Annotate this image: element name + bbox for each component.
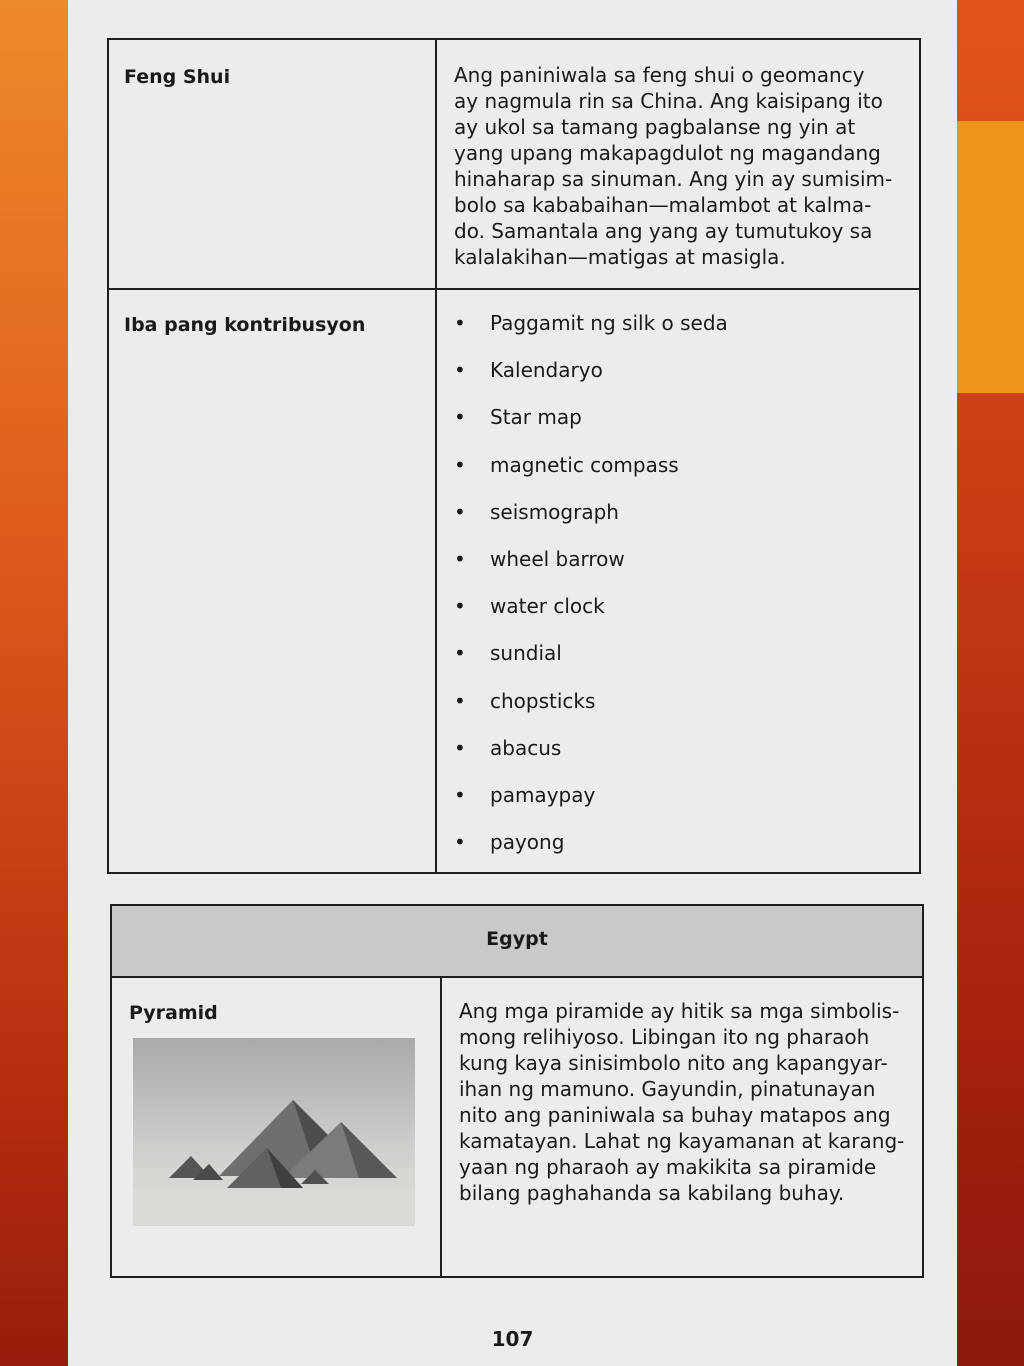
scanned-book-page — [68, 0, 957, 1366]
list-item-text: Star map — [490, 405, 582, 430]
text-line: kung kaya sinisimbolo nito ang kapangyar- — [459, 1051, 888, 1075]
bullet-icon: • — [454, 782, 466, 807]
bullet-icon: • — [454, 830, 466, 855]
bullet-icon: • — [454, 641, 466, 666]
china-contributions-table — [107, 38, 921, 874]
pyramid-photo — [133, 1038, 415, 1226]
pyramid-label: Pyramid — [129, 1002, 218, 1024]
list-item-text: chopsticks — [490, 688, 596, 713]
text-line: bilang paghahanda sa kabilang buhay. — [459, 1181, 845, 1205]
list-item — [454, 357, 728, 404]
bullet-icon: • — [454, 735, 466, 760]
list-item-text: sundial — [490, 641, 562, 666]
text-line: Ang paniniwala sa feng shui o geomancy — [454, 63, 865, 87]
egypt-header: Egypt — [486, 928, 548, 950]
text-line: ay ukol sa tamang pagbalanse ng yin at — [454, 115, 856, 139]
list-item-text: Kalendaryo — [490, 358, 603, 383]
text-line: yaan ng pharaoh ay makikita sa piramide — [459, 1155, 877, 1179]
bullet-icon: • — [454, 311, 466, 335]
list-item-text: magnetic compass — [490, 452, 679, 477]
list-item-text: seismograph — [490, 499, 619, 524]
list-item — [454, 640, 728, 687]
text-line: kalalakihan—matigas at masigla. — [454, 245, 786, 269]
text-line: mong relihiyoso. Libingan ito ng pharaoh — [459, 1025, 870, 1049]
bullet-icon: • — [454, 499, 466, 524]
list-item — [454, 735, 728, 782]
list-item — [454, 404, 728, 451]
list-item-text: wheel barrow — [490, 546, 625, 571]
text-line: Ang mga piramide ay hitik sa mga simbolis- — [459, 999, 900, 1023]
text-line: yang upang makapagdulot ng magandang — [454, 141, 881, 165]
page-number: 107 — [491, 1327, 534, 1351]
list-item-text: pamaypay — [490, 782, 596, 807]
list-item — [454, 499, 728, 546]
bullet-icon: • — [454, 546, 466, 571]
contributions-list — [454, 310, 728, 876]
feng-shui-label: Feng Shui — [124, 66, 231, 88]
list-item-text: abacus — [490, 735, 562, 760]
text-line: hinaharap sa sinuman. Ang yin ay sumisim- — [454, 167, 893, 191]
list-item — [454, 782, 728, 829]
list-item — [454, 593, 728, 640]
list-item — [454, 546, 728, 593]
bullet-icon: • — [454, 358, 466, 383]
bullet-icon: • — [454, 594, 466, 619]
text-line: ay nagmula rin sa China. Ang kaisipang ito — [454, 89, 883, 113]
other-contributions-label: Iba pang kontribusyon — [124, 314, 366, 336]
bullet-icon: • — [454, 405, 466, 430]
list-item — [454, 688, 728, 735]
list-item-text: water clock — [490, 594, 605, 619]
slide-background-left — [0, 0, 68, 1366]
text-line: nito ang paniniwala sa buhay matapos ang — [459, 1103, 891, 1127]
list-item — [454, 829, 728, 876]
list-item — [454, 310, 728, 357]
text-line: ihan ng mamuno. Gayundin, pinatunayan — [459, 1077, 876, 1101]
feng-shui-description — [454, 62, 892, 270]
text-line: do. Samantala ang yang ay tumutukoy sa — [454, 219, 873, 243]
egypt-table — [110, 904, 924, 1278]
egypt-header-band — [112, 906, 922, 978]
text-line: kamatayan. Lahat ng kayamanan at karang- — [459, 1129, 905, 1153]
list-item-text: payong — [490, 830, 565, 855]
bullet-icon: • — [454, 452, 466, 477]
list-item-text: Paggamit ng silk o seda — [490, 311, 728, 335]
pyramid-description — [459, 998, 904, 1206]
accent-block — [957, 121, 1024, 393]
bullet-icon: • — [454, 688, 466, 713]
text-line: bolo sa kababaihan—malambot at kalma- — [454, 193, 872, 217]
list-item — [454, 452, 728, 499]
